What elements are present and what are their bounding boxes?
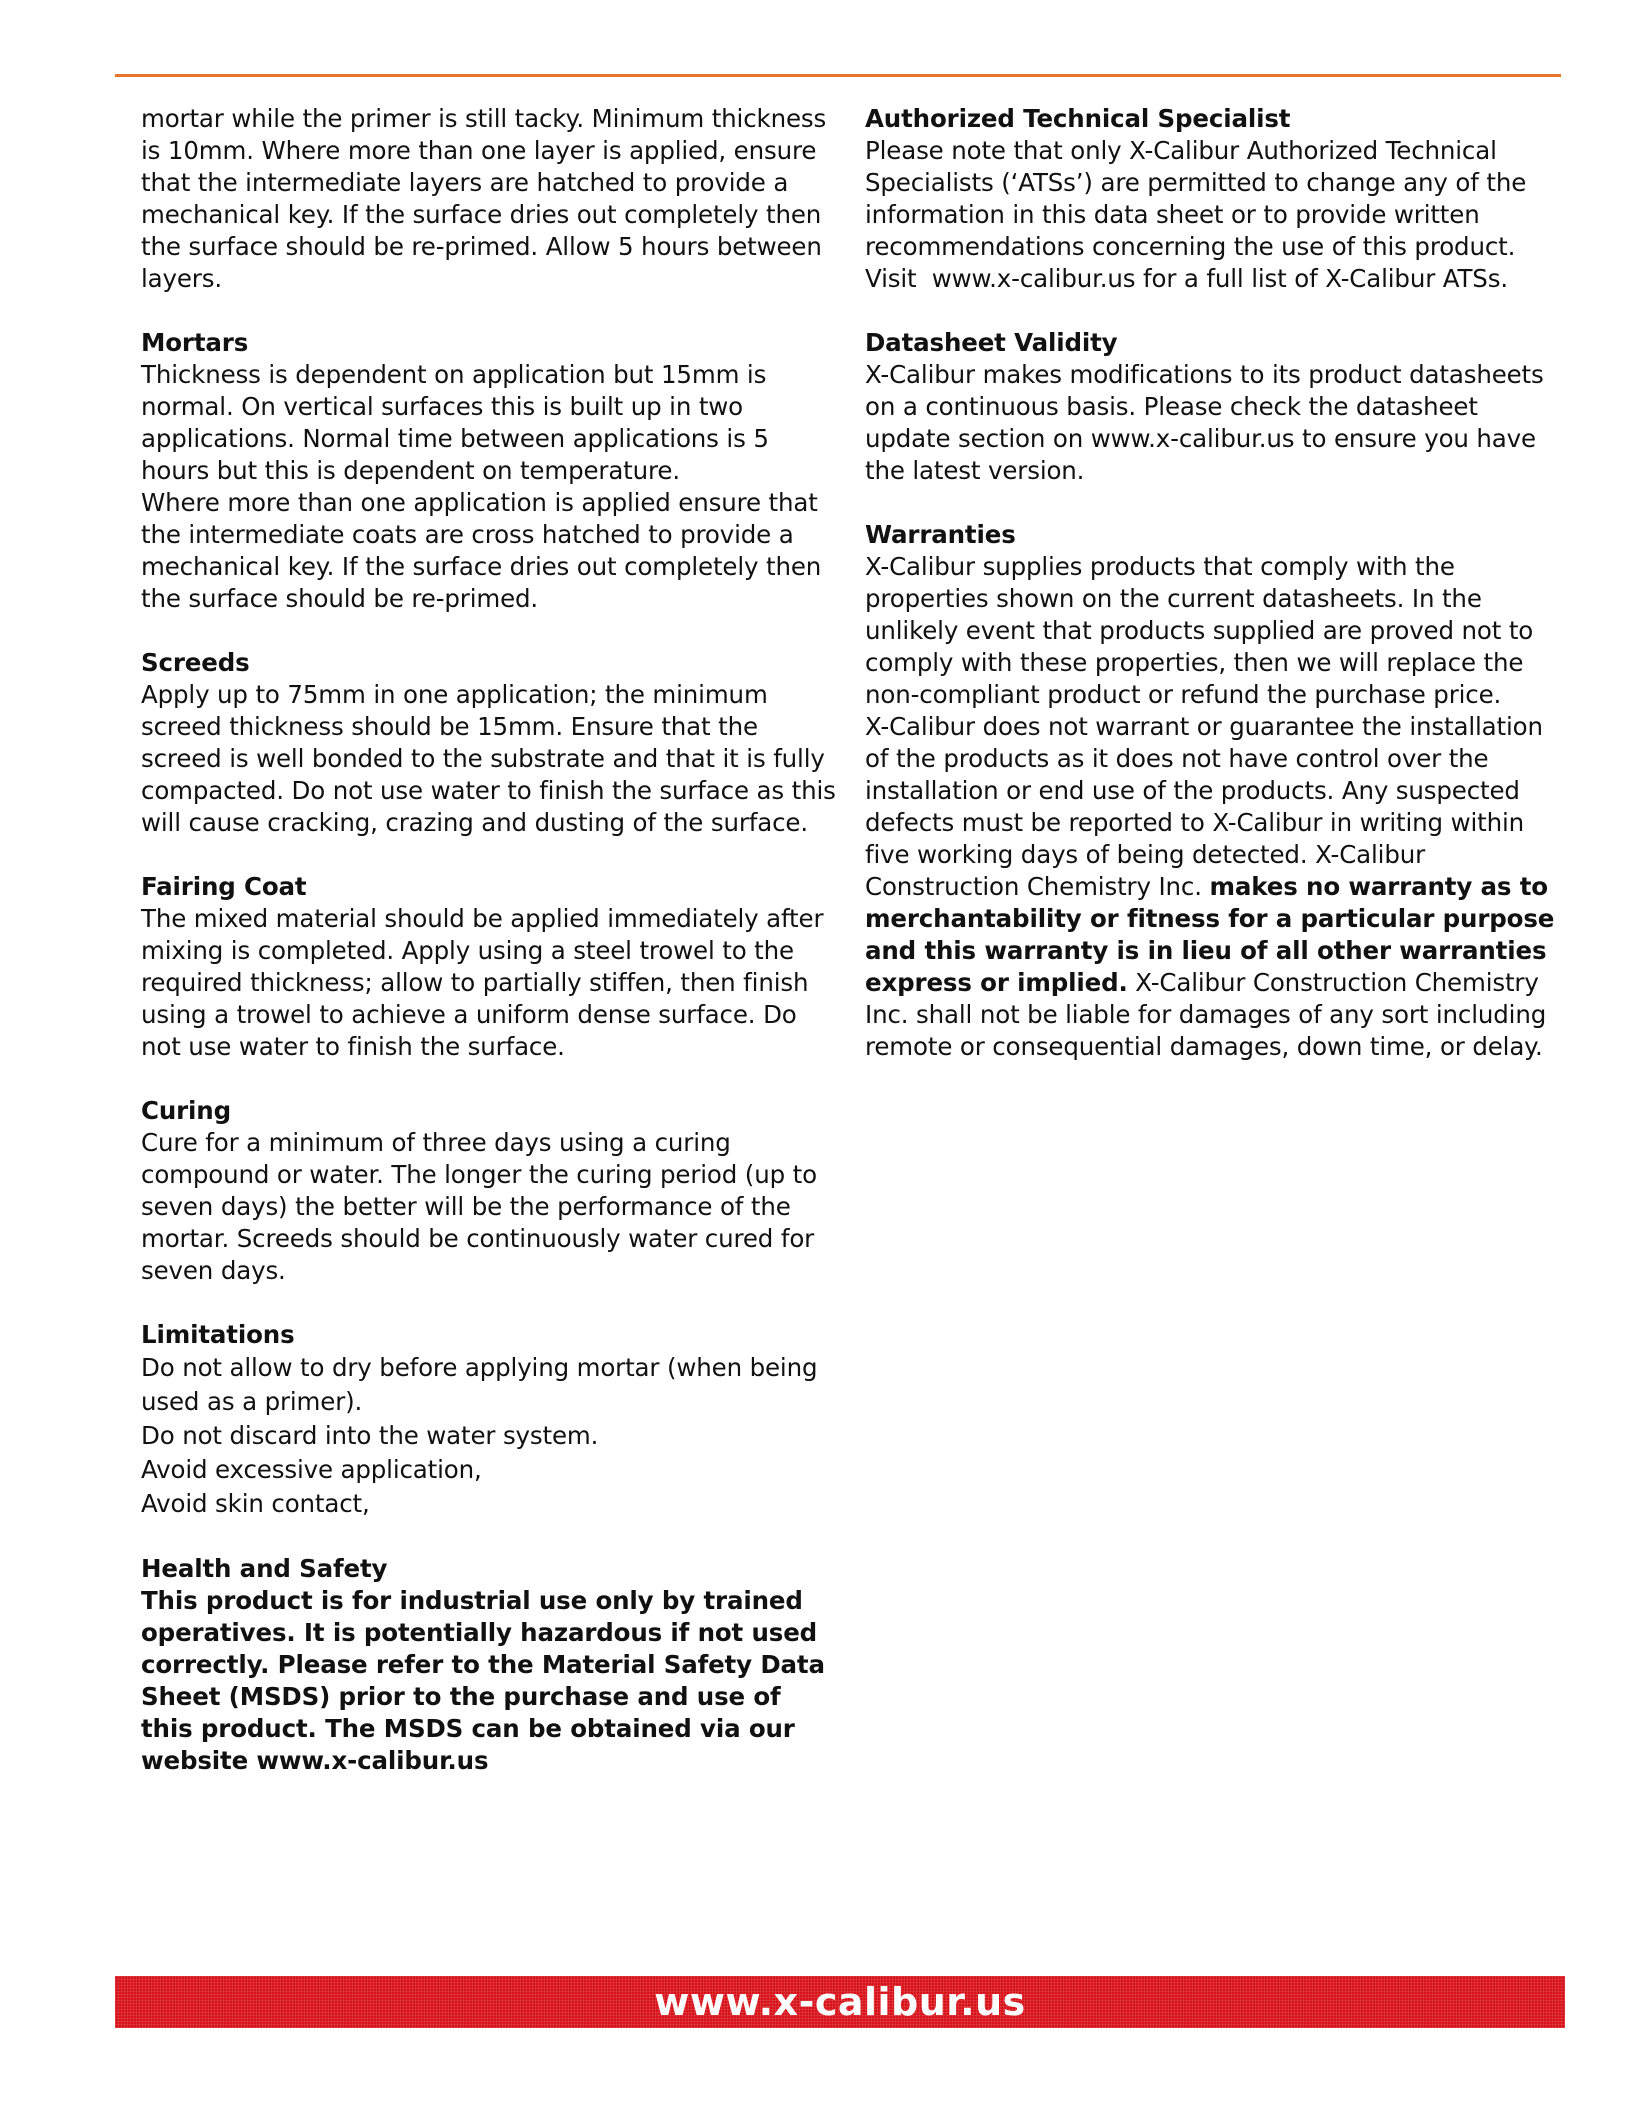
text-line: applications. Normal time between applications is 5 [141, 424, 769, 453]
limitations-section [141, 1319, 825, 1521]
text-line: mechanical key. If the surface dries out completely then [141, 552, 822, 581]
left-column [141, 103, 836, 1809]
text-line: Do not discard into the water system. [141, 1421, 599, 1450]
text-line: Sheet (MSDS) prior to the purchase and use of [141, 1682, 781, 1711]
text-line: and this warranty is in lieu of all other warranties [865, 936, 1547, 965]
text-line: not use water to finish the surface. [141, 1032, 565, 1061]
datasheet-validity-section [865, 327, 1545, 487]
ats-section [865, 103, 1545, 295]
text-line: using a trowel to achieve a uniform dense surface. Do [141, 1000, 797, 1029]
text-line: installation or end use of the products. Any suspected [865, 776, 1520, 805]
text-line: compound or water. The longer the curing period (up to [141, 1160, 817, 1189]
right-column [865, 103, 1555, 1095]
text-line: X-Calibur supplies products that comply with the [865, 552, 1455, 581]
text-line: defects must be reported to X-Calibur in writing within [865, 808, 1525, 837]
text-line: seven days. [141, 1256, 286, 1285]
text-line: this product. The MSDS can be obtained via our [141, 1714, 795, 1743]
section-heading: Mortars [141, 328, 249, 357]
text-line: mechanical key. If the surface dries out completely then [141, 200, 822, 229]
mortars-section [141, 327, 825, 615]
text-line: is 10mm. Where more than one layer is applied, ensure [141, 136, 817, 165]
text-line: X-Calibur makes modifications to its product datasheets [865, 360, 1544, 389]
text-line: of the products as it does not have control over the [865, 744, 1489, 773]
header-rule [115, 74, 1561, 77]
text-line: seven days) the better will be the performance of the [141, 1192, 791, 1221]
text-line: Apply up to 75mm in one application; the minimum [141, 680, 768, 709]
section-heading: Curing [141, 1096, 231, 1125]
text-line: correctly. Please refer to the Material Safety Data [141, 1650, 825, 1679]
text-line: operatives. It is potentially hazardous if not used [141, 1618, 818, 1647]
section-heading: Fairing Coat [141, 872, 307, 901]
text-line: remote or consequential damages, down time, or delay. [865, 1032, 1543, 1061]
text-line: layers. [141, 264, 222, 293]
text-line: comply with these properties, then we will replace the [865, 648, 1524, 677]
text-line: will cause cracking, crazing and dusting of the surface. [141, 808, 808, 837]
text-line: merchantability or fitness for a particular purpose [865, 904, 1555, 933]
section-heading: Datasheet Validity [865, 328, 1118, 357]
text-line: recommendations concerning the use of this product. [865, 232, 1516, 261]
text-line: Cure for a minimum of three days using a curing [141, 1128, 731, 1157]
section-heading: Screeds [141, 648, 250, 677]
text-line: X-Calibur does not warrant or guarantee the installation [865, 712, 1543, 741]
intro-paragraph [141, 103, 825, 295]
text-line: the surface should be re-primed. Allow 5 hours between [141, 232, 822, 261]
text-line: screed is well bonded to the substrate and that it is fully [141, 744, 825, 773]
text-line: non-compliant product or refund the purchase price. [865, 680, 1502, 709]
text-line: Avoid skin contact, [141, 1489, 370, 1518]
text-line: Do not allow to dry before applying mortar (when being [141, 1353, 818, 1382]
text-line: screed thickness should be 15mm. Ensure that the [141, 712, 758, 741]
text-line: update section on www.x-calibur.us to ensure you have [865, 424, 1536, 453]
footer-website-link[interactable]: www.x-calibur.us [654, 1980, 1026, 2024]
text-line: hours but this is dependent on temperature. [141, 456, 680, 485]
section-heading: Health and Safety [141, 1554, 388, 1583]
section-heading: Limitations [141, 1320, 295, 1349]
text-line: Avoid excessive application, [141, 1455, 482, 1484]
text-line: mixing is completed. Apply using a steel trowel to the [141, 936, 794, 965]
text-line: the latest version. [865, 456, 1085, 485]
section-heading: Warranties [865, 520, 1016, 549]
text-line: unlikely event that products supplied are proved not to [865, 616, 1534, 645]
footer-bar [115, 1976, 1565, 2028]
text-line: mortar. Screeds should be continuously water cured for [141, 1224, 815, 1253]
text-line: five working days of being detected. X-Calibur [865, 840, 1426, 869]
text-line: mortar while the primer is still tacky. Minimum thickness [141, 104, 827, 133]
text-line: The mixed material should be applied immediately after [141, 904, 824, 933]
text-line: Please note that only X-Calibur Authorized Technical [865, 136, 1497, 165]
text-line: normal. On vertical surfaces this is built up in two [141, 392, 744, 421]
text-normal: X-Calibur Construction Chemistry [1127, 968, 1539, 997]
text-line: website www.x-calibur.us [141, 1746, 489, 1775]
fairing-coat-section [141, 871, 825, 1063]
text-line: Where more than one application is applied ensure that [141, 488, 818, 517]
text-line: the intermediate coats are cross hatched to provide a [141, 520, 794, 549]
text-line: Inc. shall not be liable for damages of any sort including [865, 1000, 1547, 1029]
text-line: Visit www.x-calibur.us for a full list of X-Calibur ATSs. [865, 264, 1508, 293]
section-heading: Authorized Technical Specialist [865, 104, 1291, 133]
health-safety-section [141, 1553, 825, 1777]
text-line-mixed [865, 967, 1545, 999]
text-line: that the intermediate layers are hatched to provide a [141, 168, 789, 197]
text-line: the surface should be re-primed. [141, 584, 539, 613]
text-line: on a continuous basis. Please check the datasheet [865, 392, 1478, 421]
text-line: Thickness is dependent on application but 15mm is [141, 360, 767, 389]
warranties-section [865, 519, 1555, 1063]
curing-section [141, 1095, 825, 1287]
text-line: properties shown on the current datasheets. In the [865, 584, 1482, 613]
text-normal: Construction Chemistry Inc. [865, 872, 1210, 901]
text-bold: express or implied. [865, 968, 1128, 997]
text-line: required thickness; allow to partially stiffen, then finish [141, 968, 809, 997]
text-line: used as a primer). [141, 1387, 363, 1416]
text-line: compacted. Do not use water to finish the surface as this [141, 776, 836, 805]
screeds-section [141, 647, 836, 839]
text-line: This product is for industrial use only by trained [141, 1586, 803, 1615]
text-bold: makes no warranty as to [1209, 872, 1548, 901]
text-line: information in this data sheet or to provide written [865, 200, 1480, 229]
text-line: Specialists (‘ATSs’) are permitted to change any of the [865, 168, 1527, 197]
text-line-mixed [865, 871, 1548, 903]
